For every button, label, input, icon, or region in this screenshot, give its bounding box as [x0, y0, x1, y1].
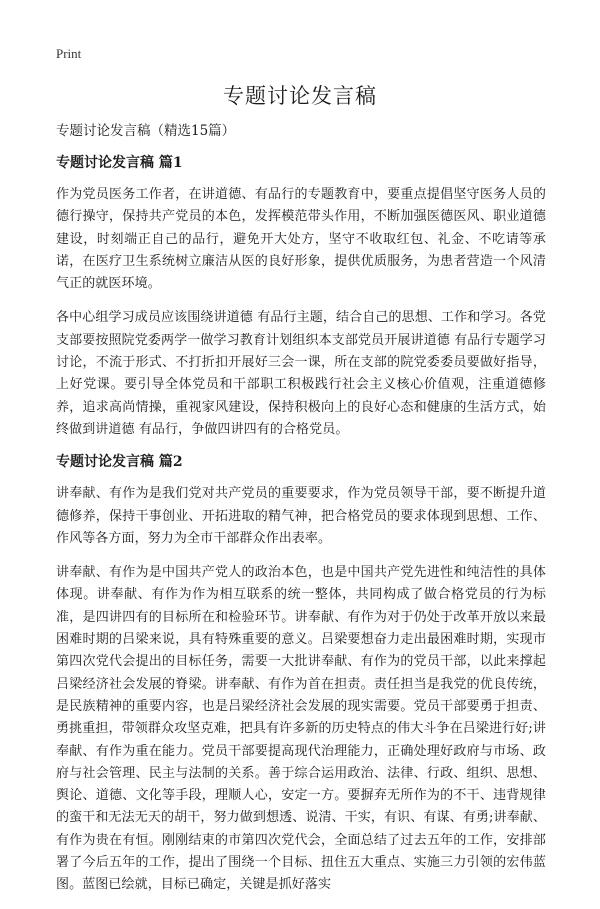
- section-1-paragraph-1: 作为党员医务工作者，在讲道德、有品行的专题教育中，要重点提倡坚守医务人员的德行操守，保持共产党员的本色，发挥模范带头作用，不断加强医德医风、职业道德建设，时刻端正自己的品行，避免开大处方，坚守不收取红包、礼金、不吃请等承诺，在医疗卫生系统树立廉洁从医的良好形象，提供优质服务，为患者营造一个风清气正的就医环境。: [56, 187, 546, 292]
- section-heading-2: 专题讨论发言稿 篇2: [56, 454, 183, 471]
- section-heading-1: 专题讨论发言稿 篇1: [56, 155, 183, 171]
- section-2-paragraph-1: 讲奉献、有作为是我们党对共产党员的重要要求，作为党员领导干部，要不断提升道德修养，保持干事创业、开拓进取的精气神，把合格党员的要求体现到思想、工作、作风等各方面，努力为全市干部群众作出表率。: [56, 486, 546, 546]
- document-subtitle: 专题讨论发言稿（精选15篇）: [56, 123, 236, 139]
- section-2-paragraph-2: 讲奉献、有作为是中国共产党人的政治本色，也是中国共产党先进性和纯洁性的具体体现。讲奉献、有作为作为相互联系的统一整体，共同构成了做合格党员的行为标准，是四讲四有的目标所在和检验环节。讲奉献、有作为对于仍处于改革开放以来最困难时期的吕梁来说，具有特殊重要的意义。吕梁要想奋力走出最困难时期，实现市第四次党代会提出的目标任务，需要一大批讲奉献、有作为的党员干部，以此来撑起吕梁经济社会发展的脊梁。讲奉献、有作为首在担责。责任担当是我党的优良传统，是民族精神的重要内容，也是吕梁经济社会发展的现实需要。党员干部要勇于担责、勇挑重担，带领群众攻坚克难，把具有许多新的历史特点的伟大斗争在吕梁进行好;讲奉献、有作为重在能力。党员干部要提高现代治理能力，正确处理好政府与市场、政府与社会管理、民主与法制的关系。善于综合运用政治、法律、行政、组织、思想、舆论、道德、文化等手段，理顺人心，安定一方。要摒弃无所作为的不干、违背规律的蛮干和无法无天的胡干，努力做到想透、说清、干实，有识、有谋、有勇;讲奉献、有作为贵在有恒。刚刚结束的市第四次党代会，全面总结了过去五年的工作，安排部署了今后五年的工作，提出了围绕一个目标、扭住五大重点、实施三力引领的宏伟蓝图。蓝图已绘就，目标已确定，关键是抓好落实: [56, 565, 546, 893]
- section-1-paragraph-2: 各中心组学习成员应该围绕讲道德 有品行主题，结合自己的思想、工作和学习。各党支部要按照院党委两学一做学习教育计划组织本支部党员开展讲道德 有品行专题学习讨论，不流于形式、不打折扣开展好三会一课，所在支部的院党委委员要做好指导，上好党课。要引导全体党员和干部职工积极践行社会主义核心价值观，注重道德修养，追求高尚情操，重视家风建设，保持积极向上的良好心态和健康的生活方式，始终做到讲道德 有品行，争做四讲四有的合格党员。: [56, 310, 546, 437]
- document-body: [56, 122, 546, 909]
- print-link[interactable]: Print: [56, 46, 82, 61]
- document-title: 专题讨论发言稿: [223, 84, 377, 108]
